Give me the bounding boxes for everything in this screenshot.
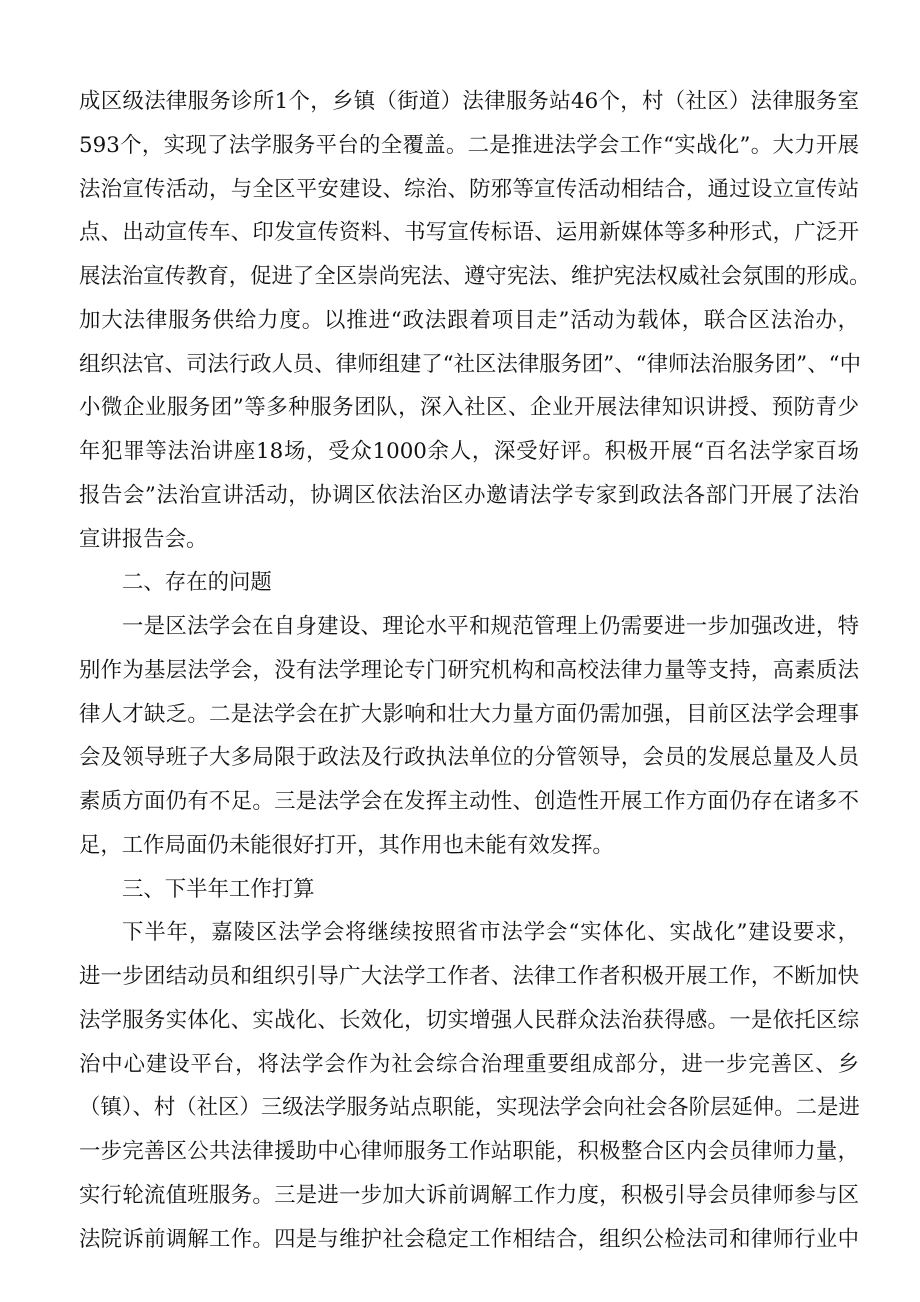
body-text-line: 组织法官、司法行政人员、律师组建了“社区法律服务团”、“律师法治服务团”、“中 [79, 352, 861, 377]
body-text-line: 年犯罪等法治讲座18场，受众1000余人，深受好评。积极开展“百名法学家百场 [79, 439, 859, 464]
body-text-line: 别作为基层法学会，没有法学理论专门研究机构和高校法律力量等支持，高素质法 [79, 658, 859, 683]
body-text-line: 一是区法学会在自身建设、理论水平和规范管理上仍需要进一步加强改进，特 [122, 614, 859, 639]
body-text-line: 进一步团结动员和组织引导广大法学工作者、法律工作者积极开展工作，不断加快 [79, 964, 859, 989]
body-text-line: （镇）、村（社区）三级法学服务站点职能，实现法学会向社会各阶层延伸。二是进 [79, 1095, 860, 1120]
body-text-line: 宣讲报告会。 [79, 527, 208, 552]
body-text-line: 实行轮流值班服务。三是进一步加大诉前调解工作力度，积极引导会员律师参与区 [79, 1183, 859, 1208]
body-text-line: 一步完善区公共法律援助中心律师服务工作站职能，积极整合区内会员律师力量， [79, 1139, 859, 1164]
body-text-line: 报告会”法治宣讲活动，协调区依法治区办邀请法学专家到政法各部门开展了法治 [79, 483, 859, 508]
body-text-line: 法院诉前调解工作。四是与维护社会稳定工作相结合，组织公检法司和律师行业中 [79, 1227, 859, 1252]
section-heading-plans: 三、下半年工作打算 [122, 877, 315, 902]
body-text-line: 治中心建设平台，将法学会作为社会综合治理重要组成部分，进一步完善区、乡 [79, 1052, 859, 1077]
body-text-line: 下半年，嘉陵区法学会将继续按照省市法学会“实体化、实战化”建设要求， [122, 920, 859, 945]
body-text-line: 成区级法律服务诊所1个，乡镇（街道）法律服务站46个，村（社区）法律服务室 [79, 89, 859, 114]
body-text-line: 展法治宣传教育，促进了全区崇尚宪法、遵守宪法、维护宪法权威社会氛围的形成。 [79, 264, 871, 289]
body-text-line: 593个，实现了法学服务平台的全覆盖。二是推进法学会工作“实战化”。大力开展 [79, 133, 859, 158]
body-text-line: 法学服务实体化、实战化、长效化，切实增强人民群众法治获得感。一是依托区综 [79, 1008, 859, 1033]
body-text-line: 法治宣传活动，与全区平安建设、综治、防邪等宣传活动相结合，通过设立宣传站 [79, 177, 859, 202]
body-text-line: 小微企业服务团”等多种服务团队，深入社区、企业开展法律知识讲授、预防青少 [79, 395, 859, 420]
body-text-line: 点、出动宣传车、印发宣传资料、书写宣传标语、运用新媒体等多种形式，广泛开 [79, 220, 859, 245]
body-text-line: 会及领导班子大多局限于政法及行政执法单位的分管领导，会员的发展总量及人员 [79, 745, 859, 770]
body-text-line: 加大法律服务供给力度。以推进“政法跟着项目走”活动为载体，联合区法治办， [79, 308, 859, 333]
section-heading-problems: 二、存在的问题 [122, 570, 272, 595]
body-text-line: 足，工作局面仍未能很好打开，其作用也未能有效发挥。 [79, 833, 614, 858]
body-text-line: 素质方面仍有不足。三是法学会在发挥主动性、创造性开展工作方面仍存在诸多不 [79, 789, 859, 814]
body-text-line: 律人才缺乏。二是法学会在扩大影响和壮大力量方面仍需加强，目前区法学会理事 [79, 702, 859, 727]
